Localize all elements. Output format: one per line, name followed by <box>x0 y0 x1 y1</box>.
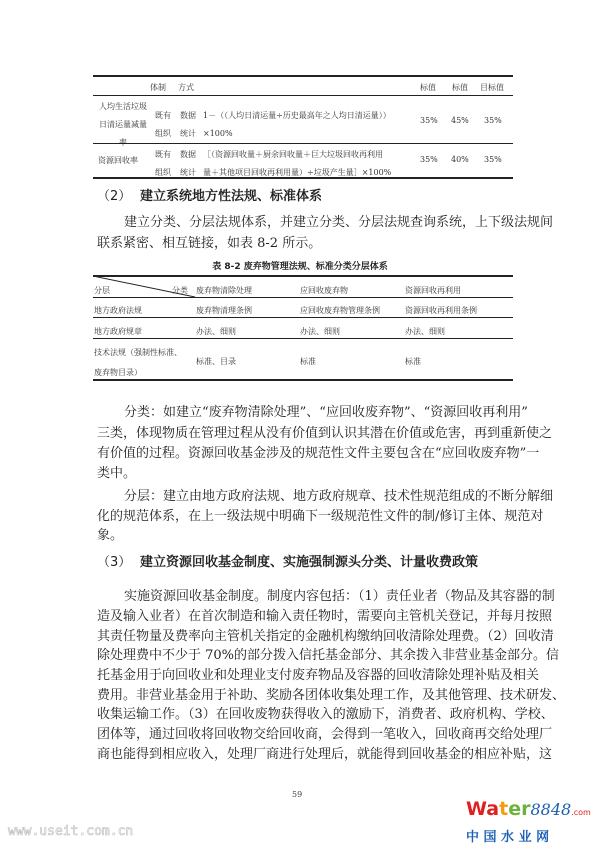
paragraph-line: 象。 <box>97 528 124 543</box>
paragraph-line: 化的规范体系，在上一级法规中明确下一级规范性文件的制/修订主体、规范对 <box>97 509 544 524</box>
table-cell: 办法、细则 <box>300 327 340 336</box>
section-number: （2） <box>97 189 132 204</box>
header-cell: 应回收废弃物 <box>300 286 348 295</box>
cell-text: 数据 <box>180 150 196 159</box>
cell-text: 组织 <box>155 168 171 177</box>
paragraph-line: 有价值的过程。资源回收基金涉及的规范性文件主要包含在“应回收废弃物”一 <box>97 446 540 461</box>
paragraph-line: 除处理费中不少于 70%的部分拨入信托基金部分、其余拨入非营业基金部分。信 <box>97 648 560 663</box>
table-cell: 资源回收再利用条例 <box>405 306 477 315</box>
table-rule <box>93 177 513 179</box>
water8848-logo <box>466 799 598 845</box>
table-cell: 废弃物清理条例 <box>196 306 252 315</box>
paragraph-line: 收集运输工作。（3）在回收废物获得收入的激励下，消费者、政府机构、学校、 <box>97 707 554 722</box>
header-cell: 废弃物清除处理 <box>196 286 252 295</box>
logo-text: t <box>499 798 509 820</box>
header-value-1: 标值 <box>420 83 436 92</box>
table-cell: 标准 <box>300 357 316 366</box>
paragraph-line: 商也能得到相应收入，处理厂商进行处理后，就能得到回收基金的相应补贴，这 <box>97 747 553 762</box>
row-label: 地方政府规章 <box>94 327 142 336</box>
table-rule <box>93 317 513 318</box>
cell-value-2: 45% <box>451 116 469 125</box>
corner-label-class: 分类 <box>172 286 188 295</box>
paragraph-line: 联系紧密、相互链接，如表 8-2 所示。 <box>97 236 322 251</box>
cell-text: ×100% <box>203 129 233 138</box>
row-label <box>94 343 182 383</box>
paragraph-line: 实施资源回收基金制度。制度内容包括：（1）责任业者（物品及其容器的制 <box>124 589 555 604</box>
header-target: 目标值 <box>480 83 504 92</box>
cell-system <box>155 107 171 143</box>
logo-text: 8848 <box>530 800 572 819</box>
table-rule <box>93 379 513 381</box>
cell-text: 日清运量减量 <box>99 120 147 129</box>
paragraph-line: 费用。非营业基金用于补助、奖励各团体收集处理工作，及其他管理、技术研发、 <box>97 688 566 703</box>
table-row-name: 资源回收率 <box>98 156 138 165</box>
row-label: 地方政府法规 <box>94 306 142 315</box>
table-cell: 应回收废弃物管理条例 <box>300 306 380 315</box>
cell-method-label <box>180 107 196 143</box>
cell-value-1: 35% <box>420 155 438 164</box>
cell-text: 废弃物目录） <box>94 368 142 377</box>
cell-text: 人均生活垃圾 <box>99 102 147 111</box>
cell-text: 1－（（人均日清运量÷历史最高年之人均日清运量）） <box>203 111 391 120</box>
table-rule <box>93 143 513 144</box>
table-caption: 表 8-2 废弃物管理法规、标准分类分层体系 <box>212 262 388 272</box>
cell-text: ［（资源回收量＋厨余回收量＋巨大垃圾回收再利用 <box>203 150 383 159</box>
table-rule <box>93 338 513 339</box>
paragraph-line: 类中。 <box>97 466 137 481</box>
paragraph-line: 分类：如建立“废弃物清除处理”、“应回收废弃物”、“资源回收再利用” <box>124 405 528 420</box>
paragraph-line: 造及输入业者）在首次制造和输入责任物时，需要向主管机关登记，并每月按照 <box>97 609 553 624</box>
table-rule <box>93 297 513 298</box>
cell-text: 数据 <box>180 111 196 120</box>
paragraph-line: 其责任物量及费率向主管机关指定的金融机构缴纳回收清除处理费。（2）回收清 <box>97 629 554 644</box>
header-system: 体制 <box>150 83 166 92</box>
watermark-left: www.useit.com.cn <box>8 824 134 839</box>
logo-text: er <box>508 798 531 820</box>
logo-text: Wa <box>466 798 500 820</box>
table-rule <box>93 75 513 77</box>
cell-target: 35% <box>484 116 502 125</box>
header-cell: 资源回收再利用 <box>405 286 461 295</box>
section-title: 建立系统地方性法规、标准体系 <box>140 189 323 204</box>
cell-text: 统计 <box>180 168 196 177</box>
cell-text: 既有 <box>155 150 171 159</box>
cell-text: 统计 <box>180 129 196 138</box>
cell-target: 35% <box>484 155 502 164</box>
paragraph-line: 托基金用于向回收业和处理业支付废弃物品及容器的回收清除处理补贴及相关 <box>97 668 540 683</box>
table-cell: 标准、目录 <box>196 357 236 366</box>
cell-value-1: 35% <box>420 116 438 125</box>
paragraph-line: 三类，体现物质在管理过程从没有价值到认识其潜在价值或危害，再到重新使之 <box>97 426 553 441</box>
paragraph-line: 分层：建立由地方政府法规、地方政府规章、技术性规范组成的不断分解细 <box>124 489 554 504</box>
section-number: （3） <box>97 555 132 570</box>
header-value-2: 标值 <box>452 83 468 92</box>
table-cell: 标准 <box>405 357 421 366</box>
cell-text: 组织 <box>155 129 171 138</box>
table-cell: 办法、细则 <box>196 327 236 336</box>
corner-label-layer: 分层 <box>94 286 110 295</box>
cell-value-2: 40% <box>451 155 469 164</box>
paragraph-line: 建立分类、分层法规体系，并建立分类、分层法规查询系统，上下级法规间 <box>124 215 554 230</box>
cell-text: 技术法规（强制性标准、 <box>94 348 182 357</box>
logo-text: .com <box>571 808 591 817</box>
cell-text: 既有 <box>155 111 171 120</box>
logo-text: 中 国 水 业 网 <box>466 830 550 845</box>
page-number: 59 <box>292 790 303 799</box>
section-title: 建立资源回收基金制度、实施强制源头分类、计量收费政策 <box>140 555 479 570</box>
table-rule <box>93 95 513 96</box>
cell-method <box>203 107 391 143</box>
table-cell: 办法、细则 <box>405 327 445 336</box>
paragraph-line: 团体等，通过回收将回收物交给回收商，会得到一笔收入，回收商再交给处理厂 <box>97 727 553 742</box>
header-method: 方式 <box>178 83 194 92</box>
cell-text: 量＋其他项目回收再利用量）÷垃圾产生量］×100% <box>203 168 392 177</box>
